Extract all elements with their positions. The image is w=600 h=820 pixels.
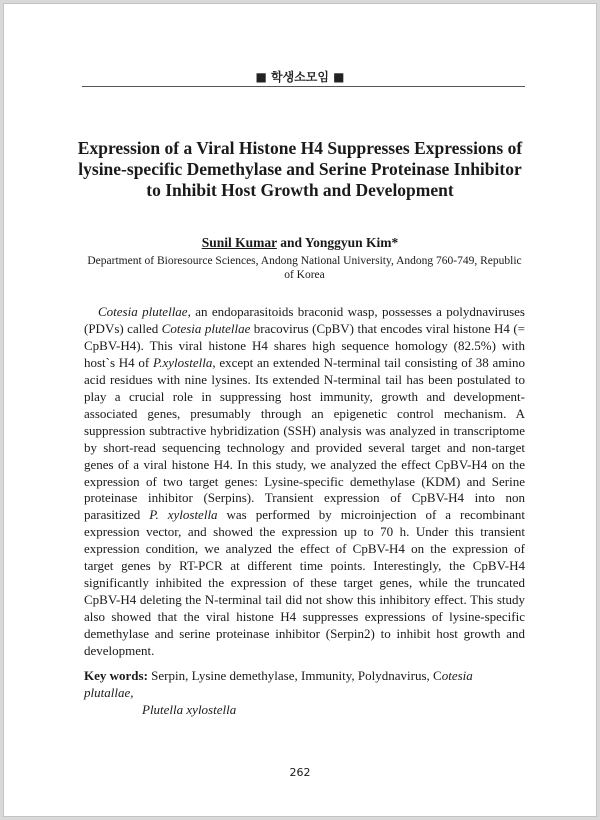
abstract-text: an endoparasitoids braconid wasp, possesses a polydnaviruses (PDVs) called bbox=[84, 304, 525, 336]
header-divider bbox=[82, 86, 525, 87]
page-number: 262 bbox=[289, 766, 311, 779]
abstract bbox=[84, 304, 525, 660]
species-name: P. xylostella bbox=[149, 507, 218, 523]
keywords-species: Plutella xylostella bbox=[142, 702, 237, 717]
keywords-label: Key words: bbox=[84, 668, 148, 683]
keywords bbox=[84, 667, 525, 718]
abstract-text: was performed by microinjection of a recombinant expression vector, and showed the expression up to 70 h. Under this transient expression condition, we analyzed the effect of CpBV-H4 on the expression of target genes by RT-PCR at different time points. Interestingly, the CpBV-H4 significantly inhibited the expression of these target genes, while the truncated CpBV-H4 deleting the N-terminal tail did not show this inhibitory effect. This study also showed that the viral histone H4 suppresses expressions of lysine-specific demethylase and serine proteinase inhibitor (Serpin2) to inhibit host growth and development. bbox=[84, 507, 525, 659]
abstract-text: bracovirus (CpBV) that encodes viral histone H4 (= CpBV-H4). This viral histone H4 shares high sequence homology (82.5%) with host`s H4 of bbox=[84, 320, 526, 370]
species-name: P.xylostella bbox=[152, 354, 213, 370]
author-second: Yonggyun Kim* bbox=[304, 235, 399, 250]
paper-title: Expression of a Viral Histone H4 Suppresses Expressions of lysine-specific Demethylase and Serine Proteinase Inhibitor to Inhibit Host Growth and Development bbox=[77, 138, 523, 200]
abstract-text: , except an extended N-terminal tail consisting of 38 amino acid residues with nine lysines. Its extended N-terminal tail has been postulated to play a crucial role in suppressing host immunity, growth and development-associated genes, presumably through an epigenetic control mechanism. A suppression subtractive hybridization (SSH) analysis was analyzed in transcriptome by short-read sequencing technology and provided several target and non-target genes of a viral histone H4. In this study, we analyzed the effect CpBV-H4 on the expression of two target genes: Lysine-specific demethylase (KDM) and Serine proteinase inhibitor (Serpins). Transient expression of CpBV-H4 into non parasitized bbox=[84, 354, 525, 523]
author-first: Sunil Kumar bbox=[201, 235, 277, 250]
author-connector: and bbox=[276, 235, 305, 250]
paper-page bbox=[3, 3, 597, 817]
species-name: Cotesia plutellae bbox=[161, 320, 251, 336]
keywords-terms: Serpin, Lysine demethylase, Immunity, Polydnavirus, C bbox=[147, 668, 442, 683]
section-label: ■ 학생소모임 ■ bbox=[255, 70, 345, 84]
species-name: Cotesia plutellae, bbox=[98, 304, 191, 319]
abstract-paragraph bbox=[84, 304, 525, 660]
keywords-species: otesia plutallae, bbox=[84, 668, 473, 700]
author-line bbox=[4, 235, 596, 251]
affiliation: Department of Bioresource Sciences, Andong National University, Andong 760-749, Republic of Korea bbox=[87, 255, 522, 281]
